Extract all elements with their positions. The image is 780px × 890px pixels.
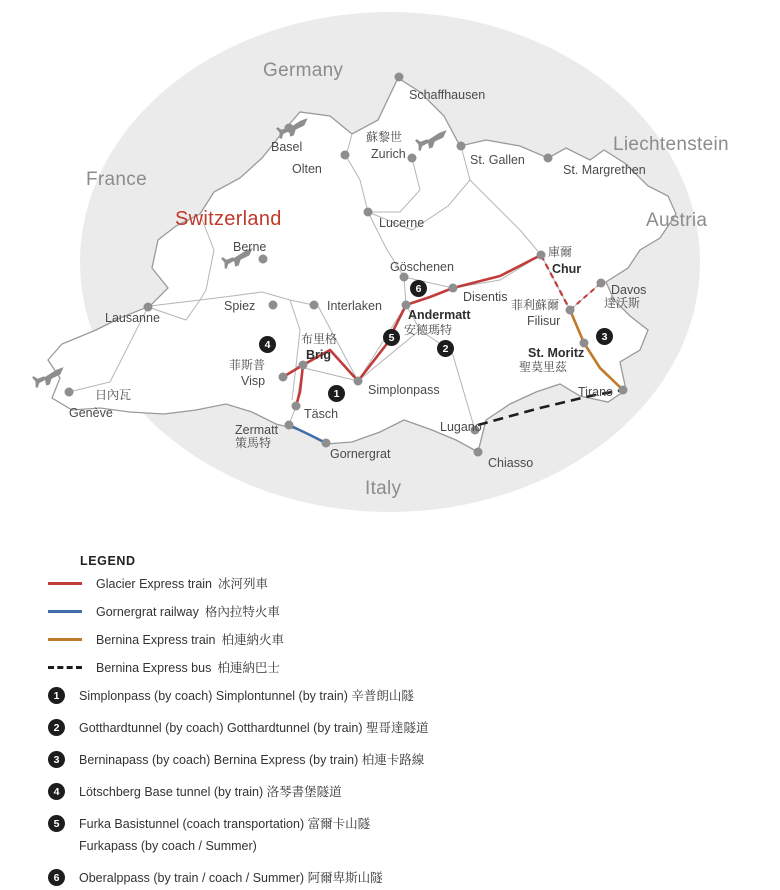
city-label-brig-cn: 布里格 xyxy=(301,332,338,346)
legend-item-4 xyxy=(48,782,342,804)
legend-text-1: Simplonpass (by coach) Simplontunnel (by train) xyxy=(79,689,348,703)
country-label-france: France xyxy=(86,169,147,190)
city-label-simplonpass: Simplonpass xyxy=(368,383,440,397)
city-label-zermatt: Zermatt xyxy=(235,423,279,437)
legend-row-gornergrat xyxy=(48,600,280,622)
city-label-geneve-cn: 日內瓦 xyxy=(95,388,132,402)
city-label-andermatt: Andermatt xyxy=(408,308,471,322)
legend-badge-2: 2 xyxy=(48,719,65,736)
map-badge-2[interactable]: 2 xyxy=(437,340,454,357)
city-label-berne: Berne xyxy=(233,240,267,254)
city-label-disentis: Disentis xyxy=(463,290,508,304)
country-label-italy: Italy xyxy=(365,478,402,499)
legend-text-4-cn: 洛琴書堡隧道 xyxy=(266,785,342,799)
legend-badge-6: 6 xyxy=(48,869,65,886)
legend-item-6 xyxy=(48,868,383,890)
legend-text-3-cn: 柏連卡路線 xyxy=(361,753,425,767)
legend-item-5 xyxy=(48,814,370,858)
city-label-st-moritz: St. Moritz xyxy=(528,346,585,360)
city-label-chur: Chur xyxy=(552,262,582,276)
city-label-tirano: Tirano xyxy=(578,385,613,399)
legend-swatch-bernina-train xyxy=(48,638,82,641)
legend-label-gornergrat: Gornergrat railway xyxy=(96,605,199,619)
city-label-chur-cn: 庫爾 xyxy=(548,245,573,259)
city-label-gornergrat: Gornergrat xyxy=(330,447,391,461)
city-label-visp-cn: 菲斯普 xyxy=(229,358,266,372)
city-label-chiasso: Chiasso xyxy=(488,456,534,470)
city-label-zurich: Zurich xyxy=(371,147,406,161)
legend-text-3: Berninapass (by coach) Bernina Express (by train) xyxy=(79,753,359,767)
city-label-andermatt-cn: 安德瑪特 xyxy=(404,323,453,337)
city-label-st-moritz-cn: 聖莫里茲 xyxy=(519,360,568,374)
city-label-geneve: Genève xyxy=(69,406,113,420)
map-badge-1[interactable]: 1 xyxy=(328,385,345,402)
city-label-st-margrethen: St. Margrethen xyxy=(563,163,646,177)
city-label-spiez: Spiez xyxy=(224,299,256,313)
legend-label-bernina-train-cn: 柏連納火車 xyxy=(221,633,285,647)
legend-label-bernina-bus: Bernina Express bus xyxy=(96,661,212,675)
legend-label-glacier-express: Glacier Express train xyxy=(96,577,213,591)
legend-text-2-cn: 聖哥達隧道 xyxy=(365,721,429,735)
city-label-lugano: Lugano xyxy=(440,420,482,434)
legend-label-glacier-express-cn: 冰河列車 xyxy=(218,577,269,591)
legend-item-1 xyxy=(48,686,414,708)
city-label-lausanne: Lausanne xyxy=(105,311,160,325)
country-label-liechtenstein: Liechtenstein xyxy=(613,134,729,155)
map-badge-6[interactable]: 6 xyxy=(410,280,427,297)
city-label-goschenen: Göschenen xyxy=(390,260,454,274)
city-label-tasch: Täsch xyxy=(304,407,339,421)
city-label-filisur-cn: 菲利蘇爾 xyxy=(511,298,560,312)
city-label-filisur: Filisur xyxy=(527,314,561,328)
city-label-schaffhausen: Schaffhausen xyxy=(409,88,486,102)
legend-row-bernina-train xyxy=(48,628,284,650)
legend-text-5: Furka Basistunnel (coach transportation) xyxy=(79,817,305,831)
city-label-davos: Davos xyxy=(611,283,647,297)
city-label-visp: Visp xyxy=(241,374,266,388)
legend-label-bernina-bus-cn: 柏連納巴士 xyxy=(217,661,280,675)
city-label-lucerne: Lucerne xyxy=(379,216,425,230)
legend-badge-4: 4 xyxy=(48,783,65,800)
legend-row-bernina-bus xyxy=(48,656,280,678)
country-label-switzerland: Switzerland xyxy=(175,208,282,230)
legend-title: LEGEND xyxy=(80,554,136,568)
map-badge-4[interactable]: 4 xyxy=(259,336,276,353)
legend-text-2: Gotthardtunnel (by coach) Gotthardtunnel (by train) xyxy=(79,721,363,735)
city-label-davos-cn: 達沃斯 xyxy=(604,296,641,310)
legend-swatch-glacier-express xyxy=(48,582,82,585)
legend-item-3 xyxy=(48,750,424,772)
legend-label-bernina-train: Bernina Express train xyxy=(96,633,216,647)
legend-item-2 xyxy=(48,718,428,740)
country-label-austria: Austria xyxy=(646,210,708,231)
legend-text-5-cn: 富爾卡山隧 xyxy=(307,817,371,831)
map-badge-3[interactable]: 3 xyxy=(596,328,613,345)
city-label-st-gallen: St. Gallen xyxy=(470,153,525,167)
legend-text-4: Lötschberg Base tunnel (by train) xyxy=(79,785,264,799)
legend-badge-5: 5 xyxy=(48,815,65,832)
legend-panel xyxy=(0,520,780,885)
legend-swatch-bernina-bus xyxy=(48,666,82,669)
legend-badge-3: 3 xyxy=(48,751,65,768)
legend-label-gornergrat-cn: 格內拉特火車 xyxy=(204,605,280,619)
city-label-interlaken: Interlaken xyxy=(327,299,382,313)
city-label-brig: Brig xyxy=(306,348,331,362)
legend-row-glacier-express xyxy=(48,572,268,594)
legend-swatch-gornergrat xyxy=(48,610,82,613)
city-label-basel: Basel xyxy=(271,140,303,154)
legend-text-6-cn: 阿爾卑斯山隧 xyxy=(307,871,383,885)
legend-text-5-line2: Furkapass (by coach / Summer) xyxy=(79,838,257,853)
country-label-germany: Germany xyxy=(263,60,344,81)
city-label-zermatt-cn: 策馬特 xyxy=(235,436,272,450)
city-label-zurich-cn: 蘇黎世 xyxy=(366,130,403,144)
legend-badge-1: 1 xyxy=(48,687,65,704)
legend-text-6: Oberalppass (by train / coach / Summer) xyxy=(79,871,305,885)
map-badge-5[interactable]: 5 xyxy=(383,329,400,346)
legend-text-1-cn: 辛普朗山隧 xyxy=(351,689,414,703)
city-label-olten: Olten xyxy=(292,162,322,176)
